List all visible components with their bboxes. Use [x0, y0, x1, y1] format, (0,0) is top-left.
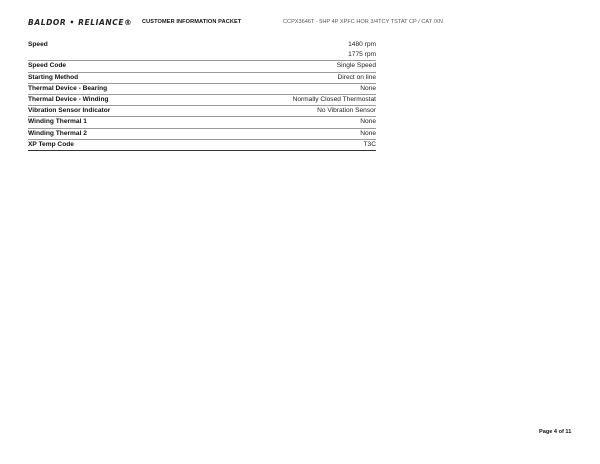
baldor-reliance-logo: BALDOR • RELIANCE®: [28, 18, 133, 27]
spec-label: XP Temp Code: [28, 139, 208, 150]
table-row: [28, 128, 376, 139]
spec-label: Winding Thermal 2: [28, 128, 208, 139]
table-row: [28, 83, 376, 94]
table-row: [28, 95, 376, 106]
table-row: [28, 61, 376, 72]
spec-label: Starting Method: [28, 72, 208, 83]
spec-value: T3C: [208, 139, 376, 150]
table-row: [28, 106, 376, 117]
page-number: Page 4 of 11: [539, 429, 572, 435]
document-id: CCPX3646T - 5HP 4P XPFC HOR 3/4TCY TSTAT CP / CAT /XN: [283, 19, 443, 25]
spec-value: Direct on line: [208, 72, 376, 83]
spec-value: 1775 rpm: [208, 50, 376, 61]
spec-value: None: [208, 83, 376, 94]
spec-value: None: [208, 128, 376, 139]
table-row: [28, 40, 376, 50]
spec-label: Thermal Device - Winding: [28, 95, 208, 106]
spec-label: Speed: [28, 41, 48, 48]
table-row: [28, 117, 376, 128]
spec-table: [28, 40, 376, 151]
table-row: [28, 139, 376, 150]
spec-value: Single Speed: [208, 61, 376, 72]
spec-label: Speed Code: [28, 61, 208, 72]
spec-label: Vibration Sensor Indicator: [28, 106, 208, 117]
packet-title: CUSTOMER INFORMATION PACKET: [142, 19, 242, 25]
page-header: [28, 17, 588, 31]
spec-value: No Vibration Sensor: [208, 106, 376, 117]
spec-label: Winding Thermal 1: [28, 117, 208, 128]
table-row: [28, 50, 376, 61]
spec-value: 1480 rpm: [348, 41, 376, 48]
spec-value: None: [208, 117, 376, 128]
spec-label: Thermal Device - Bearing: [28, 83, 208, 94]
table-row: [28, 72, 376, 83]
spec-value: Normally Closed Thermostat: [208, 95, 376, 106]
